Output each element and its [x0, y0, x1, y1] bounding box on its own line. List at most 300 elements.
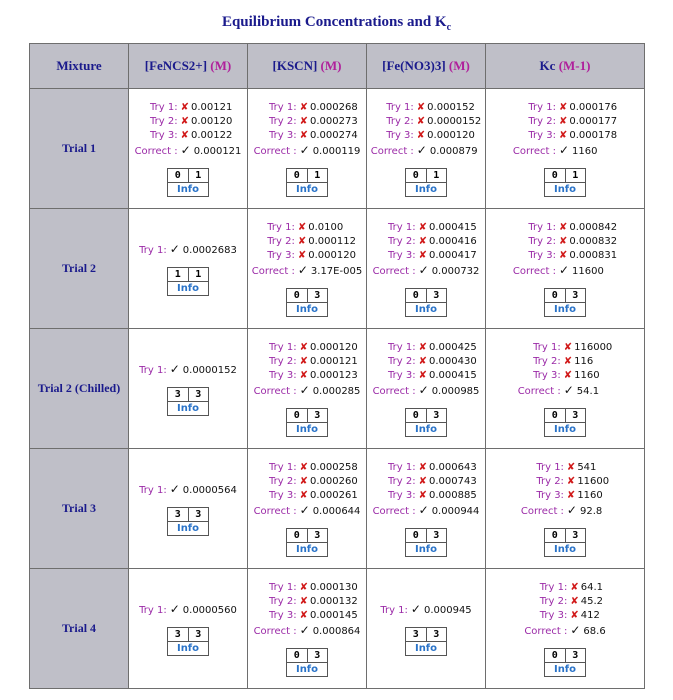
col-kscn-unit: (M): [320, 58, 342, 73]
attempt-label: Correct :: [372, 265, 416, 277]
attempt-label: Try 3:: [269, 489, 297, 501]
attempt-label: Try 2:: [388, 235, 416, 247]
results-table: [29, 43, 645, 689]
incorrect-x-icon: ✘: [416, 101, 426, 113]
col-fencs-label: [FeNCS2+]: [144, 58, 208, 73]
attempt-label: Try 1:: [388, 461, 416, 473]
incorrect-x-icon: ✘: [180, 101, 190, 113]
attempt-line: [524, 581, 605, 595]
attempt-list: [252, 221, 362, 279]
incorrect-x-icon: ✘: [563, 341, 573, 353]
attempts-counter-box: [167, 267, 209, 296]
col-feno3-unit: (M): [448, 58, 470, 73]
attempt-value: 92.8: [579, 505, 603, 517]
incorrect-x-icon: ✘: [297, 221, 307, 233]
cell-feno3: [367, 209, 486, 329]
attempt-value: 0.000415: [429, 221, 477, 233]
attempt-line: [254, 115, 361, 129]
attempt-value: 0.00122: [191, 129, 233, 141]
attempt-value: 0.000832: [569, 235, 618, 247]
attempts-counter-box: [544, 408, 586, 437]
incorrect-x-icon: ✘: [563, 369, 573, 381]
attempt-value: 0.0000560: [182, 604, 237, 616]
attempt-line: [513, 101, 617, 115]
incorrect-x-icon: ✘: [418, 461, 428, 473]
correct-check-icon: ✓: [299, 382, 310, 397]
cell-feno3: [367, 329, 486, 449]
attempt-label: Try 3:: [388, 369, 416, 381]
attempt-label: Try 3:: [269, 369, 297, 381]
attempt-label: Correct :: [372, 385, 416, 397]
attempt-value: 0.000864: [312, 625, 361, 637]
cell-kc: [486, 569, 645, 689]
attempt-value: 0.000120: [427, 129, 475, 141]
attempt-value: 0.000123: [310, 369, 358, 381]
counter-used: 0: [287, 649, 308, 662]
row-label: Trial 1: [30, 89, 129, 209]
incorrect-x-icon: ✘: [299, 129, 309, 141]
correct-check-icon: ✓: [169, 361, 180, 376]
counter-max: 1: [314, 169, 321, 181]
correct-check-icon: ✓: [570, 622, 581, 637]
table-row: [30, 449, 645, 569]
correct-check-icon: ✓: [418, 502, 429, 517]
counter-max: 3: [314, 409, 321, 421]
attempt-value: 0.000120: [308, 249, 356, 261]
info-link[interactable]: Info: [553, 303, 577, 315]
col-kc-label: Kc: [539, 58, 556, 73]
attempt-list: [524, 581, 605, 639]
attempt-list: [254, 461, 361, 519]
cell-fencs: [129, 329, 248, 449]
attempt-label: Try 2:: [528, 115, 556, 127]
counter-used: 0: [406, 529, 427, 542]
info-link[interactable]: Info: [414, 303, 438, 315]
attempt-label: Correct :: [517, 385, 561, 397]
info-link[interactable]: Info: [295, 303, 319, 315]
attempt-label: Correct :: [372, 505, 416, 517]
attempt-label: Try 2:: [150, 115, 178, 127]
attempt-value: 0.000152: [427, 101, 475, 113]
attempt-value: 0.00121: [191, 101, 233, 113]
attempt-value: 11600: [577, 475, 610, 487]
counter-max: 3: [572, 409, 579, 421]
attempt-line: [371, 101, 482, 115]
correct-check-icon: ✓: [416, 142, 427, 157]
counter-max: 3: [195, 628, 202, 640]
attempt-line: [380, 602, 471, 618]
incorrect-x-icon: ✘: [570, 595, 579, 607]
attempt-line: [139, 602, 237, 618]
counter-used: 3: [168, 388, 189, 401]
correct-check-icon: ✓: [563, 382, 574, 397]
info-link[interactable]: Info: [295, 543, 319, 555]
attempt-list: [513, 221, 617, 279]
info-link[interactable]: Info: [176, 642, 200, 654]
attempt-value: 0.000425: [429, 341, 477, 353]
attempt-value: 0.000985: [431, 385, 480, 397]
attempt-value: 0.000177: [569, 115, 618, 127]
counter-max: 1: [195, 268, 202, 280]
counter-max: 3: [433, 289, 440, 301]
incorrect-x-icon: ✘: [299, 341, 309, 353]
incorrect-x-icon: ✘: [418, 341, 428, 353]
attempt-line: [254, 595, 361, 609]
attempt-list: [139, 362, 237, 378]
attempt-line: [524, 623, 605, 639]
correct-check-icon: ✓: [169, 481, 180, 496]
correct-check-icon: ✓: [418, 262, 429, 277]
attempt-value: 0.000644: [312, 505, 361, 517]
attempt-line: [252, 263, 362, 279]
col-header-kscn: [248, 44, 367, 89]
attempts-counter-box: [405, 408, 447, 437]
info-link[interactable]: Info: [414, 642, 438, 654]
attempt-value: 11600: [572, 265, 604, 277]
counter-max: 3: [433, 409, 440, 421]
attempts-counter-box: [167, 507, 209, 536]
incorrect-x-icon: ✘: [416, 129, 426, 141]
attempt-value: 0.000121: [310, 355, 358, 367]
cell-fencs: [129, 89, 248, 209]
attempt-value: 0.000842: [569, 221, 618, 233]
attempt-label: Try 3:: [267, 249, 295, 261]
incorrect-x-icon: ✘: [563, 355, 573, 367]
correct-check-icon: ✓: [410, 601, 421, 616]
incorrect-x-icon: ✘: [558, 249, 568, 261]
attempt-label: Try 1:: [536, 461, 564, 473]
attempt-line: [254, 129, 361, 143]
attempt-value: 68.6: [583, 625, 606, 637]
attempt-list: [139, 242, 237, 258]
attempt-line: [371, 115, 482, 129]
table-body: [30, 89, 645, 689]
attempt-line: [373, 461, 480, 475]
attempt-line: [518, 369, 613, 383]
attempt-value: 1160: [574, 369, 600, 381]
attempts-counter-box: [405, 627, 447, 656]
attempt-line: [254, 503, 361, 519]
attempts-counter-box: [544, 288, 586, 317]
incorrect-x-icon: ✘: [418, 489, 428, 501]
attempt-line: [513, 235, 617, 249]
attempt-line: [135, 129, 242, 143]
attempts-counter-box: [167, 387, 209, 416]
attempt-label: Try 2:: [388, 475, 416, 487]
attempt-value: 0.0000152: [182, 364, 237, 376]
attempt-label: Try 3:: [388, 489, 416, 501]
attempt-list: [373, 461, 480, 519]
attempt-label: Correct :: [251, 265, 295, 277]
incorrect-x-icon: ✘: [299, 101, 309, 113]
incorrect-x-icon: ✘: [299, 115, 309, 127]
attempt-line: [521, 461, 609, 475]
title-text: Equilibrium Concentrations and K: [221, 14, 447, 30]
info-link[interactable]: Info: [295, 183, 319, 195]
info-link[interactable]: Info: [553, 423, 577, 435]
col-header-kc: [486, 44, 645, 89]
row-label: Trial 2 (Chilled): [30, 329, 129, 449]
info-link[interactable]: Info: [176, 282, 200, 294]
attempt-label: Try 1:: [533, 341, 561, 353]
correct-check-icon: ✓: [566, 502, 577, 517]
attempt-label: Try 1:: [150, 101, 178, 113]
attempt-value: 45.2: [580, 595, 604, 607]
col-kscn-label: [KSCN]: [272, 58, 318, 73]
counter-used: 3: [168, 628, 189, 641]
incorrect-x-icon: ✘: [566, 489, 576, 501]
counter-used: 0: [406, 289, 427, 302]
table-row: [30, 89, 645, 209]
cell-kc: [486, 449, 645, 569]
attempt-line: [254, 369, 361, 383]
attempt-line: [518, 355, 613, 369]
incorrect-x-icon: ✘: [418, 235, 428, 247]
incorrect-x-icon: ✘: [299, 609, 309, 621]
incorrect-x-icon: ✘: [299, 595, 309, 607]
attempts-counter-box: [167, 627, 209, 656]
info-link[interactable]: Info: [553, 183, 577, 195]
correct-check-icon: ✓: [169, 241, 180, 256]
incorrect-x-icon: ✘: [297, 235, 307, 247]
cell-feno3: [367, 449, 486, 569]
attempt-value: 0.000643: [429, 461, 477, 473]
counter-used: 0: [287, 169, 308, 182]
attempt-line: [373, 235, 480, 249]
attempts-counter-box: [286, 648, 328, 677]
attempt-value: 0.000268: [310, 101, 358, 113]
attempt-line: [252, 235, 362, 249]
counter-max: 3: [195, 388, 202, 400]
attempt-value: 0.000415: [429, 369, 477, 381]
attempt-label: Try 2:: [269, 355, 297, 367]
attempt-list: [139, 602, 237, 618]
attempts-counter-box: [544, 528, 586, 557]
incorrect-x-icon: ✘: [418, 369, 428, 381]
info-link[interactable]: Info: [295, 423, 319, 435]
correct-check-icon: ✓: [558, 142, 570, 157]
attempt-label: Try 2:: [269, 475, 297, 487]
attempt-label: Try 3:: [388, 249, 416, 261]
attempt-line: [373, 489, 480, 503]
incorrect-x-icon: ✘: [558, 115, 568, 127]
attempt-label: Try 3:: [150, 129, 178, 141]
counter-max: 3: [314, 289, 321, 301]
counter-used: 0: [545, 529, 566, 542]
attempt-list: [518, 341, 613, 399]
attempt-line: [252, 221, 362, 235]
counter-max: 3: [314, 529, 321, 541]
attempt-line: [135, 143, 242, 159]
attempt-label: Try 3:: [533, 369, 561, 381]
attempt-label: Correct :: [512, 145, 556, 157]
attempt-label: Try 3:: [536, 489, 564, 501]
attempt-label: Correct :: [512, 265, 556, 277]
attempt-line: [513, 115, 617, 129]
incorrect-x-icon: ✘: [418, 221, 428, 233]
attempt-label: Try 2:: [536, 475, 564, 487]
info-link[interactable]: Info: [553, 663, 577, 675]
attempt-value: 116: [574, 355, 594, 367]
counter-max: 3: [572, 529, 579, 541]
attempt-line: [371, 143, 482, 159]
info-link[interactable]: Info: [176, 183, 200, 195]
attempt-label: Try 1:: [386, 101, 414, 113]
counter-max: 3: [572, 289, 579, 301]
attempt-list: [139, 482, 237, 498]
info-link[interactable]: Info: [553, 543, 577, 555]
row-label: Trial 2: [30, 209, 129, 329]
attempt-label: Try 1:: [139, 244, 167, 256]
attempt-label: Try 2:: [269, 595, 297, 607]
attempt-value: 0.000274: [310, 129, 358, 141]
cell-kc: [486, 89, 645, 209]
counter-used: 0: [168, 169, 189, 182]
attempt-value: 1160: [577, 489, 603, 501]
incorrect-x-icon: ✘: [299, 581, 309, 593]
incorrect-x-icon: ✘: [558, 129, 568, 141]
attempt-label: Try 1:: [528, 221, 556, 233]
attempt-line: [524, 609, 605, 623]
attempt-list: [254, 341, 361, 399]
attempt-value: 3.17E-005: [310, 265, 363, 277]
attempt-label: Correct :: [524, 625, 568, 637]
info-link[interactable]: Info: [176, 522, 200, 534]
counter-used: 0: [545, 409, 566, 422]
attempt-line: [373, 221, 480, 235]
cell-fencs: [129, 209, 248, 329]
attempt-label: Try 2:: [386, 115, 414, 127]
attempt-label: Correct :: [370, 145, 414, 157]
attempt-value: 1160: [572, 145, 598, 157]
attempt-list: [254, 581, 361, 639]
attempt-label: Try 3:: [386, 129, 414, 141]
cell-kscn: [248, 449, 367, 569]
attempt-label: Try 3:: [528, 129, 556, 141]
attempt-line: [252, 249, 362, 263]
incorrect-x-icon: ✘: [558, 101, 568, 113]
attempt-list: [513, 101, 617, 159]
row-label: Trial 4: [30, 569, 129, 689]
attempt-list: [254, 101, 361, 159]
counter-used: 0: [406, 409, 427, 422]
attempt-list: [135, 101, 242, 159]
attempt-value: 0.000831: [569, 249, 618, 261]
attempt-line: [135, 115, 242, 129]
cell-feno3: [367, 569, 486, 689]
attempt-label: Try 1:: [139, 484, 167, 496]
counter-max: 1: [433, 169, 440, 181]
attempt-label: Correct :: [253, 625, 297, 637]
attempt-line: [518, 341, 613, 355]
attempt-line: [254, 609, 361, 623]
incorrect-x-icon: ✘: [180, 129, 190, 141]
attempt-label: Try 2:: [528, 235, 556, 247]
attempts-counter-box: [286, 288, 328, 317]
attempt-line: [373, 249, 480, 263]
attempt-line: [373, 503, 480, 519]
attempt-line: [254, 475, 361, 489]
attempt-list: [373, 341, 480, 399]
counter-used: 1: [168, 268, 189, 281]
counter-used: 3: [406, 628, 427, 641]
cell-kc: [486, 329, 645, 449]
incorrect-x-icon: ✘: [416, 115, 426, 127]
info-link[interactable]: Info: [414, 543, 438, 555]
cell-fencs: [129, 569, 248, 689]
col-header-mixture: Mixture: [30, 44, 129, 89]
attempt-list: [373, 221, 480, 279]
attempt-value: 412: [580, 609, 600, 621]
attempt-value: 0.000879: [429, 145, 478, 157]
attempt-label: Try 2:: [267, 235, 295, 247]
attempt-line: [513, 129, 617, 143]
info-link[interactable]: Info: [414, 423, 438, 435]
attempt-value: 0.000273: [310, 115, 358, 127]
attempt-label: Try 1:: [388, 341, 416, 353]
counter-used: 0: [287, 409, 308, 422]
attempt-value: 0.0000564: [182, 484, 237, 496]
attempt-value: 0.000112: [308, 235, 356, 247]
attempt-line: [373, 369, 480, 383]
attempt-line: [521, 489, 609, 503]
attempt-list: [380, 602, 471, 618]
attempt-list: [371, 101, 482, 159]
counter-max: 3: [314, 649, 321, 661]
attempt-line: [254, 581, 361, 595]
attempt-label: Try 2:: [533, 355, 561, 367]
attempt-value: 54.1: [576, 385, 600, 397]
counter-used: 0: [545, 289, 566, 302]
attempt-line: [254, 101, 361, 115]
attempt-label: Try 2:: [388, 355, 416, 367]
attempt-line: [521, 475, 609, 489]
attempt-line: [373, 355, 480, 369]
attempt-line: [373, 341, 480, 355]
attempt-line: [254, 355, 361, 369]
attempt-value: 0.000130: [310, 581, 358, 593]
cell-feno3: [367, 89, 486, 209]
attempts-counter-box: [405, 288, 447, 317]
incorrect-x-icon: ✘: [299, 489, 309, 501]
cell-kc: [486, 209, 645, 329]
incorrect-x-icon: ✘: [558, 221, 568, 233]
info-link[interactable]: Info: [295, 663, 319, 675]
info-link[interactable]: Info: [176, 402, 200, 414]
incorrect-x-icon: ✘: [418, 355, 428, 367]
attempt-value: 0.000743: [429, 475, 477, 487]
attempts-counter-box: [286, 408, 328, 437]
attempts-counter-box: [286, 528, 328, 557]
correct-check-icon: ✓: [299, 622, 310, 637]
incorrect-x-icon: ✘: [418, 249, 428, 261]
correct-check-icon: ✓: [180, 142, 191, 157]
attempt-value: 0.000417: [429, 249, 477, 261]
incorrect-x-icon: ✘: [299, 475, 309, 487]
attempts-counter-box: [405, 528, 447, 557]
attempt-value: 0.000260: [310, 475, 358, 487]
correct-check-icon: ✓: [299, 142, 310, 157]
info-link[interactable]: Info: [414, 183, 438, 195]
col-header-feno3: [367, 44, 486, 89]
attempts-counter-box: [544, 168, 586, 197]
counter-max: 3: [433, 529, 440, 541]
incorrect-x-icon: ✘: [299, 355, 309, 367]
cell-fencs: [129, 449, 248, 569]
attempt-value: 64.1: [580, 581, 604, 593]
attempt-value: 0.0002683: [182, 244, 237, 256]
attempt-label: Try 2:: [539, 595, 568, 607]
